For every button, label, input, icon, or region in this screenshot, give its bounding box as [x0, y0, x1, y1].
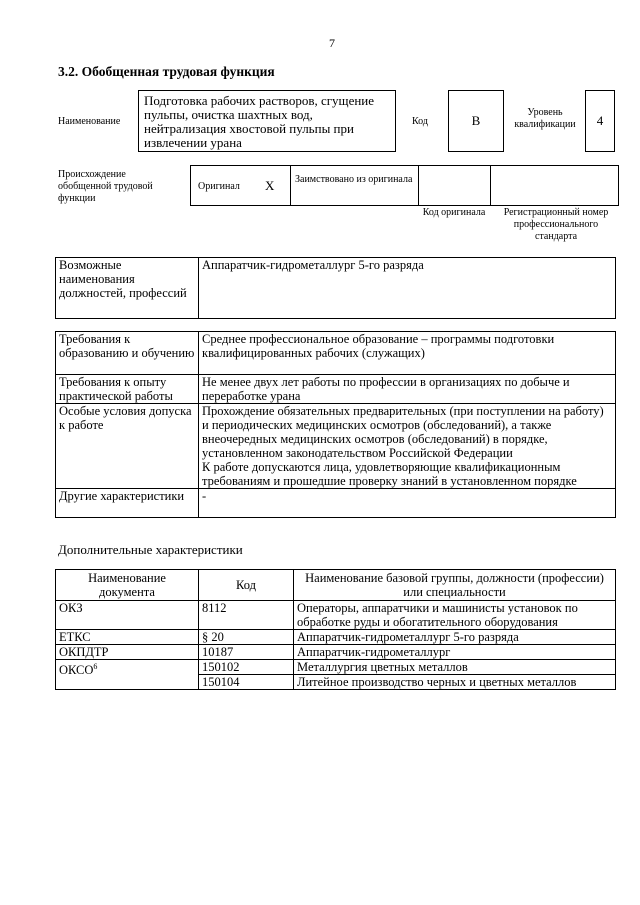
original-mark: X [265, 178, 275, 193]
cell-code: 10187 [199, 645, 294, 660]
positions-value: Аппаратчик-гидрометаллург 5-го разряда [199, 258, 616, 319]
requirements-table [55, 331, 616, 518]
req-value-line-1: Прохождение обязательных предварительных (при поступлении на работу) и периодических медицинских осмотров (обследований), а также внеочередных медицинских осмотров (обследований) в порядке, установленном законодательством Российской Федерации [202, 404, 604, 460]
section-title: 3.2. Обобщенная трудовая функция [58, 64, 275, 79]
req-label: Требования к образованию и обучению [56, 332, 199, 375]
table-row [56, 489, 616, 518]
cell-name: Операторы, аппаратчики и машинисты установок по обработке руды и обогатительного оборудования [294, 601, 616, 630]
table-row [56, 630, 616, 645]
req-value-line-2: К работе допускаются лица, удовлетворяющие квалификационным требованиям и прошедшие проверку знаний в установленном порядке [202, 460, 577, 488]
table-row [56, 332, 616, 375]
req-value: Не менее двух лет работы по профессии в организациях по добыче и переработке урана [199, 375, 616, 404]
origin-divider-1 [290, 165, 291, 206]
table-row [56, 404, 616, 489]
cell-code: 150102 [199, 660, 294, 675]
table-row [56, 660, 616, 675]
code-label: Код [412, 116, 428, 127]
cell-doc: ЕТКС [56, 630, 199, 645]
req-value: - [199, 489, 616, 518]
origin-label: Происхождение обобщенной трудовой функции [58, 169, 153, 204]
origin-divider-2 [418, 165, 419, 206]
cell-name: Аппаратчик-гидрометаллург [294, 645, 616, 660]
req-label: Особые условия допуска к работе [56, 404, 199, 489]
page-number: 7 [329, 36, 335, 50]
table-row [56, 601, 616, 630]
cell-code: § 20 [199, 630, 294, 645]
cell-doc [56, 660, 199, 690]
table-row [56, 258, 616, 319]
table-header-row [56, 570, 616, 601]
name-value: Подготовка рабочих растворов, сгущение пульпы, очистка шахтных вод, нейтрализация хвостовой пульпы при извлечении урана [138, 90, 396, 152]
level-value: 4 [585, 90, 615, 152]
code-original-caption: Код оригинала [422, 207, 486, 218]
req-value [199, 404, 616, 489]
additional-table [55, 569, 616, 690]
origin-divider-3 [490, 165, 491, 206]
req-value: Среднее профессиональное образование – программы подготовки квалифицированных рабочих (служащих) [199, 332, 616, 375]
code-value: B [448, 90, 504, 152]
cell-name: Металлургия цветных металлов [294, 660, 616, 675]
cell-name: Литейное производство черных и цветных металлов [294, 675, 616, 690]
cell-doc: ОКПДТР [56, 645, 199, 660]
cell-code: 150104 [199, 675, 294, 690]
col-header-name: Наименование базовой группы, должности (профессии) или специальности [294, 570, 616, 601]
additional-title: Дополнительные характеристики [58, 542, 243, 557]
level-label: Уровень квалификации [514, 107, 576, 130]
borrowed-label: Заимствовано из оригинала [295, 174, 413, 185]
positions-table [55, 257, 616, 319]
col-header-doc: Наименование документа [56, 570, 199, 601]
req-label: Другие характеристики [56, 489, 199, 518]
cell-doc: ОКЗ [56, 601, 199, 630]
cell-name: Аппаратчик-гидрометаллург 5-го разряда [294, 630, 616, 645]
original-label: Оригинал [198, 181, 240, 192]
table-row [56, 645, 616, 660]
col-header-code: Код [199, 570, 294, 601]
positions-label: Возможные наименования должностей, профессий [56, 258, 199, 319]
cell-doc-text: ОКСО [59, 663, 94, 678]
table-row [56, 375, 616, 404]
cell-code: 8112 [199, 601, 294, 630]
footnote-marker: 6 [93, 662, 98, 671]
req-label: Требования к опыту практической работы [56, 375, 199, 404]
name-label: Наименование [58, 116, 121, 127]
reg-number-caption: Регистрационный номер профессионального стандарта [503, 207, 609, 242]
